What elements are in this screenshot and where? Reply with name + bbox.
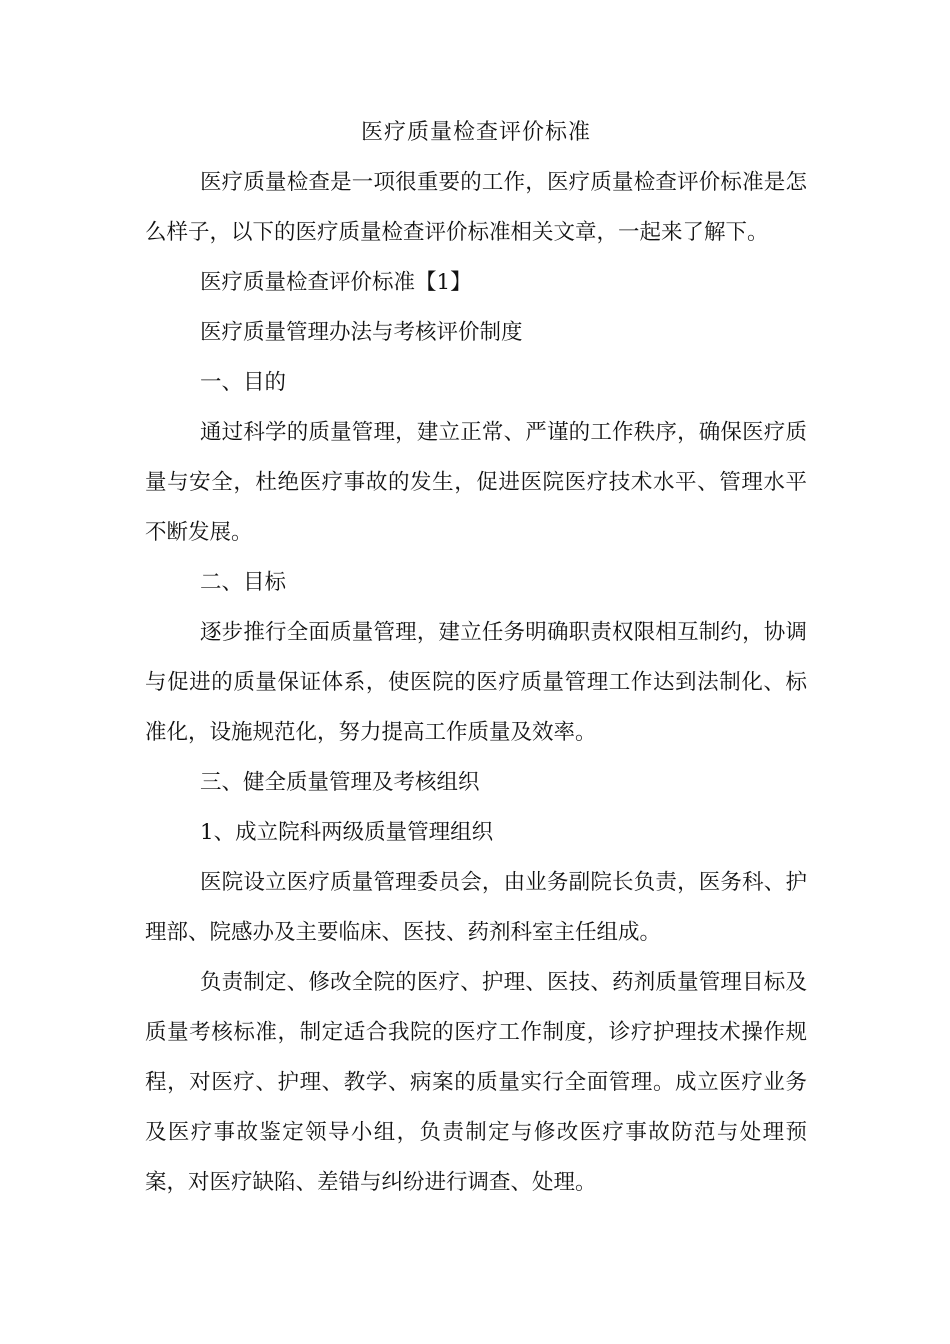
goal-paragraph: 逐步推行全面质量管理，建立任务明确职责权限相互制约，协调与促进的质量保证体系，使医院的医疗质量管理工作达到法制化、标准化，设施规范化，努力提高工作质量及效率。 xyxy=(145,620,807,745)
intro-paragraph: 医疗质量检查是一项很重要的工作，医疗质量检查评价标准是怎么样子，以下的医疗质量检查评价标准相关文章，一起来了解下。 xyxy=(145,170,807,245)
heading-organization: 三、健全质量管理及考核组织 xyxy=(200,770,480,795)
subtitle-heading: 医疗质量管理办法与考核评价制度 xyxy=(200,320,523,345)
committee-paragraph: 医院设立医疗质量管理委员会，由业务副院长负责，医务科、护理部、院感办及主要临床、医技、药剂科室主任组成。 xyxy=(145,870,807,945)
document-body xyxy=(145,158,807,1208)
subheading-two-level: 1、成立院科两级质量管理组织 xyxy=(200,820,494,845)
section-label: 医疗质量检查评价标准【1】 xyxy=(200,270,472,295)
heading-goal: 二、目标 xyxy=(200,570,287,595)
purpose-paragraph: 通过科学的质量管理，建立正常、严谨的工作秩序，确保医疗质量与安全，杜绝医疗事故的发生，促进医院医疗技术水平、管理水平不断发展。 xyxy=(145,420,807,545)
heading-purpose: 一、目的 xyxy=(200,370,287,395)
document-title: 医疗质量检查评价标准 xyxy=(360,120,591,145)
document-page xyxy=(145,108,807,1208)
responsibility-paragraph: 负责制定、修改全院的医疗、护理、医技、药剂质量管理目标及质量考核标准，制定适合我院的医疗工作制度，诊疗护理技术操作规程，对医疗、护理、教学、病案的质量实行全面管理。成立医疗业务及医疗事故鉴定领导小组，负责制定与修改医疗事故防范与处理预案，对医疗缺陷、差错与纠纷进行调查、处理。 xyxy=(145,970,807,1195)
